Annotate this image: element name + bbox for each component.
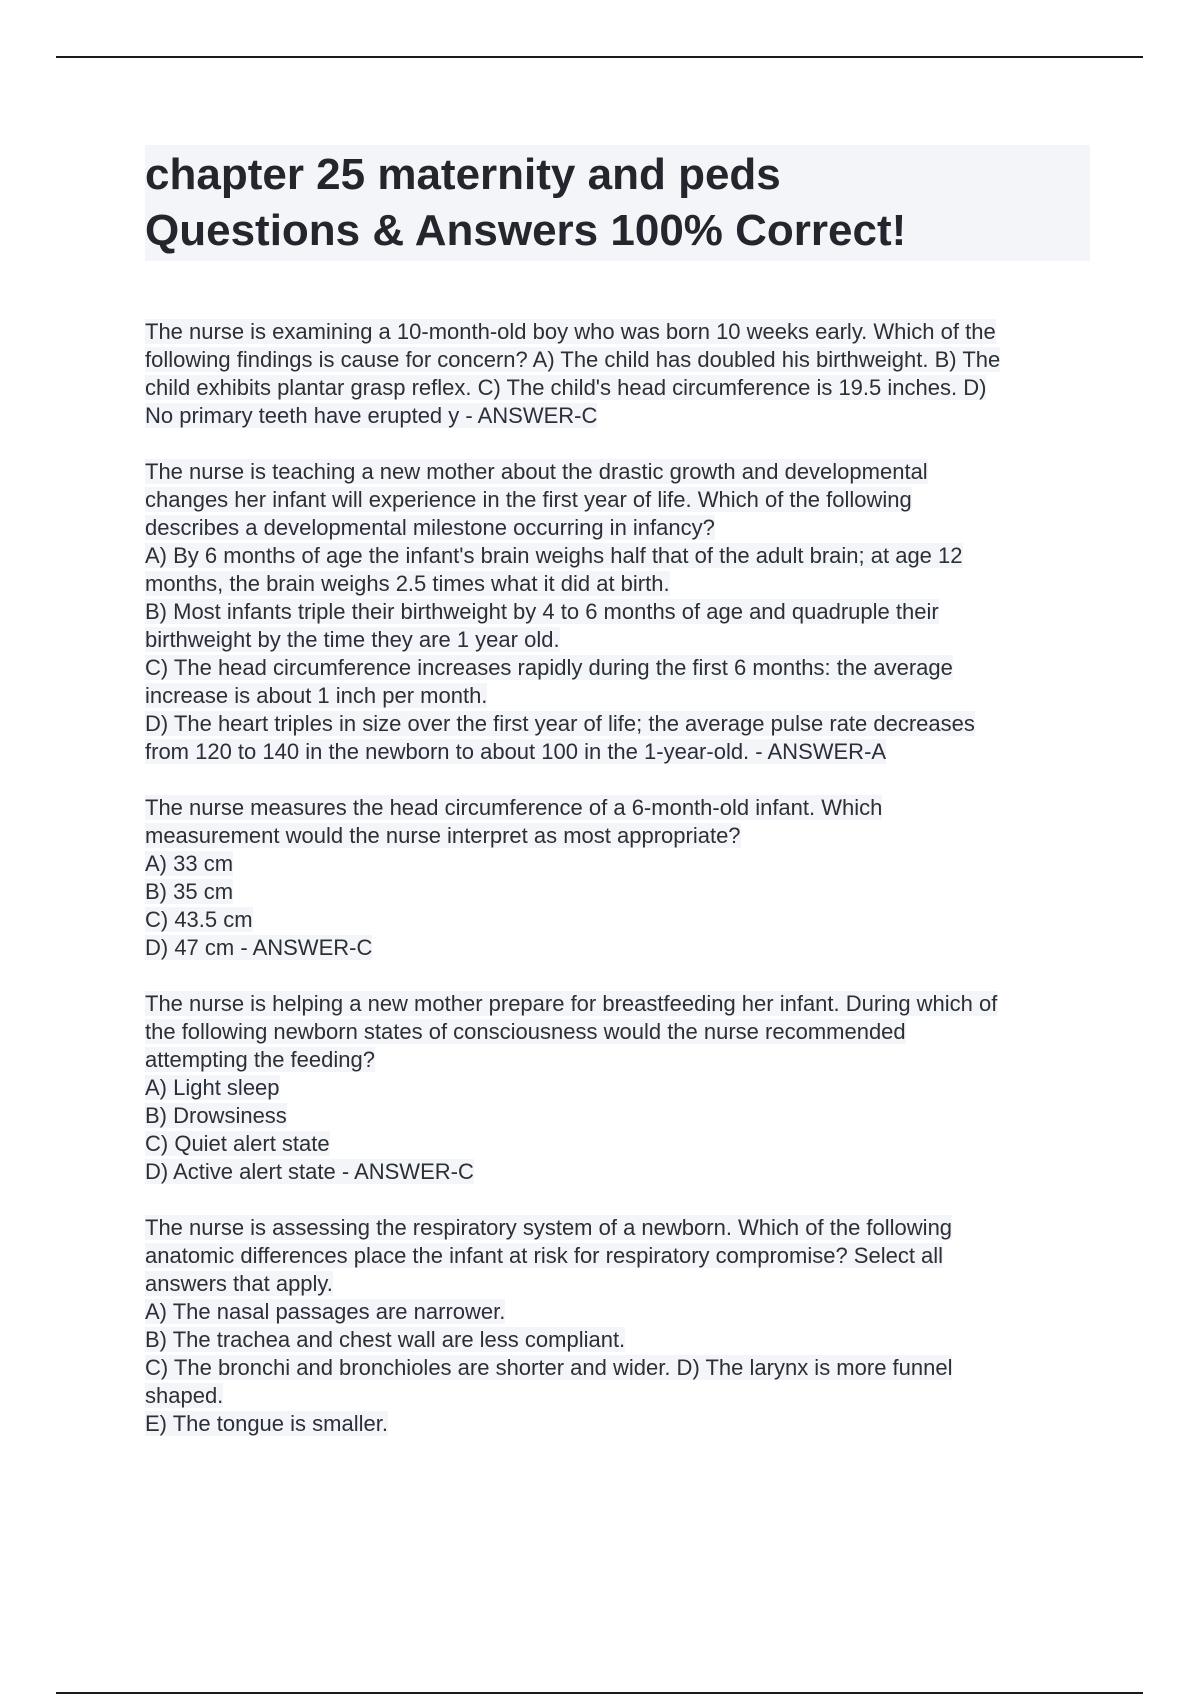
question-line-text: attempting the feeding? [145,1047,375,1072]
question-line-text: The nurse is examining a 10-month-old boy who was born 10 weeks early. Which of the [145,319,996,344]
question-line [145,570,1090,598]
question-line [145,1298,1090,1326]
question-line [145,1242,1090,1270]
question-line [145,710,1090,738]
question-line-text: D) Active alert state - ANSWER-C [145,1159,474,1184]
question-block [145,990,1090,1186]
question-line [145,458,1090,486]
question-line-text: The nurse measures the head circumference of a 6-month-old infant. Which [145,795,883,820]
document-body [145,145,1090,1466]
question-line [145,542,1090,570]
question-line-text: A) The nasal passages are narrower. [145,1299,506,1324]
question-line-text: describes a developmental milestone occurring in infancy? [145,515,715,540]
question-line [145,626,1090,654]
question-line-text: anatomic differences place the infant at risk for respiratory compromise? Select all [145,1243,944,1268]
question-line [145,1158,1090,1186]
question-line [145,1074,1090,1102]
question-line-text: A) 33 cm [145,851,234,876]
question-line-text: increase is about 1 inch per month. [145,683,488,708]
question-line-text: D) The heart triples in size over the first year of life; the average pulse rate decreases [145,711,975,736]
question-block [145,458,1090,766]
question-line [145,598,1090,626]
document-title [145,145,1090,261]
question-line-text: B) 35 cm [145,879,234,904]
question-line [145,1382,1090,1410]
title-line-2: Questions & Answers 100% Correct! [145,206,907,255]
question-line-text: A) By 6 months of age the infant's brain weighs half that of the adult brain; at age 12 [145,543,963,568]
question-line-text: C) The bronchi and bronchioles are shorter and wider. D) The larynx is more funnel [145,1355,953,1380]
question-line-text: The nurse is assessing the respiratory system of a newborn. Which of the following [145,1215,953,1240]
question-line-text: C) 43.5 cm [145,907,253,932]
question-line-text: A) Light sleep [145,1075,280,1100]
bottom-rule [56,1692,1143,1694]
question-line-text: shaped. [145,1383,224,1408]
title-line-1: chapter 25 maternity and peds [145,150,781,199]
question-line-text: B) Most infants triple their birthweight by 4 to 6 months of age and quadruple their [145,599,939,624]
question-line [145,822,1090,850]
question-line-text: C) The head circumference increases rapidly during the first 6 months: the average [145,655,953,680]
question-line [145,906,1090,934]
question-block [145,1214,1090,1438]
question-line [145,346,1090,374]
question-line-text: E) The tongue is smaller. [145,1411,388,1436]
question-line [145,1046,1090,1074]
question-line-text: child exhibits plantar grasp reflex. C) The child's head circumference is 19.5 inches. D) [145,375,987,400]
question-line-text: the following newborn states of consciousness would the nurse recommended [145,1019,906,1044]
question-line [145,1270,1090,1298]
question-line-text: answers that apply. [145,1271,333,1296]
question-line-text: measurement would the nurse interpret as most appropriate? [145,823,741,848]
question-line [145,318,1090,346]
question-line [145,514,1090,542]
question-line [145,374,1090,402]
question-line-text: No primary teeth have erupted y - ANSWER-C [145,403,598,428]
question-line-text: following findings is cause for concern? A) The child has doubled his birthweight. B) The [145,347,1001,372]
question-line [145,682,1090,710]
question-line [145,654,1090,682]
question-line [145,1214,1090,1242]
question-line [145,1326,1090,1354]
question-line [145,990,1090,1018]
question-line [145,486,1090,514]
question-line [145,402,1090,430]
question-line-text: months, the brain weighs 2.5 times what it did at birth. [145,571,670,596]
question-line-text: D) 47 cm - ANSWER-C [145,935,373,960]
question-list [145,318,1090,1438]
question-line-text: C) Quiet alert state [145,1131,330,1156]
question-line [145,1354,1090,1382]
question-line [145,794,1090,822]
question-line-text: from 120 to 140 in the newborn to about 100 in the 1-year-old. - ANSWER-A [145,739,887,764]
question-line-text: B) Drowsiness [145,1103,287,1128]
question-block [145,794,1090,962]
question-line [145,1018,1090,1046]
question-line [145,1410,1090,1438]
question-line-text: The nurse is helping a new mother prepare for breastfeeding her infant. During which of [145,991,998,1016]
question-line-text: The nurse is teaching a new mother about the drastic growth and developmental [145,459,928,484]
question-line [145,1102,1090,1130]
question-line-text: birthweight by the time they are 1 year old. [145,627,560,652]
question-line [145,1130,1090,1158]
question-line [145,850,1090,878]
top-rule [56,56,1143,58]
question-line [145,934,1090,962]
question-line [145,738,1090,766]
question-line [145,878,1090,906]
question-line-text: changes her infant will experience in the first year of life. Which of the following [145,487,912,512]
question-block [145,318,1090,430]
question-line-text: B) The trachea and chest wall are less compliant. [145,1327,626,1352]
